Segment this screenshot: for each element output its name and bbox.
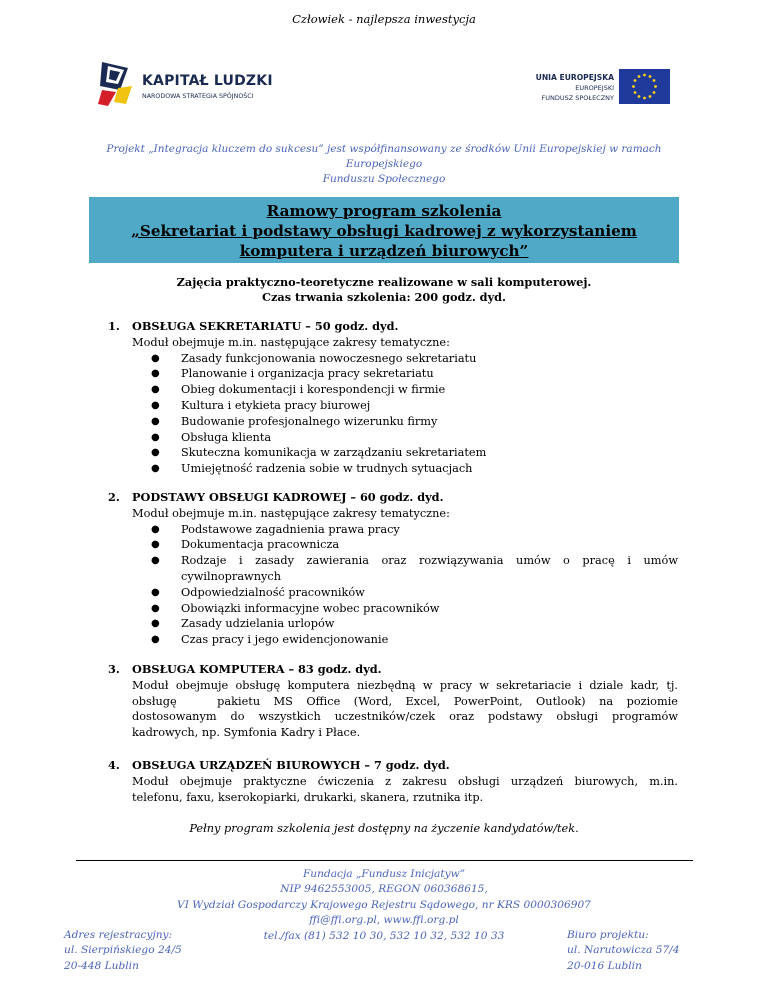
section-paragraph-line: dostosowanym do wszystkich uczestników/czek oraz podstawy obsługi programów [132, 710, 678, 724]
bullet-icon: ● [151, 602, 160, 614]
list-item [108, 522, 678, 538]
list-item [108, 414, 678, 430]
program-title-line: „Sekretariat i podstawy obsługi kadrowej z wykorzystaniem [131, 222, 637, 240]
bullet-icon: ● [151, 586, 160, 598]
list-item [108, 445, 678, 461]
list-item [108, 537, 678, 553]
list-item-text: Skuteczna komunikacja w zarządzaniu sekretariatem [181, 446, 487, 460]
footer-project-office [567, 928, 680, 974]
list-item [108, 430, 678, 446]
list-item [108, 585, 678, 601]
project-line: Funduszu Społecznego [322, 173, 446, 185]
bullet-icon: ● [151, 555, 160, 567]
bullet-icon: ● [151, 523, 160, 535]
closing-note: Pełny program szkolenia jest dostępny na życzenie kandydatów/tek. [189, 822, 579, 835]
list-item [108, 632, 678, 648]
subtitle-line: Zajęcia praktyczno-teoretyczne realizowane w sali komputerowej. [176, 275, 592, 289]
kapital-ludzki-subtitle: NARODOWA STRATEGIA SPÓJNOŚCI [142, 93, 254, 100]
bullet-icon: ● [151, 368, 160, 380]
section-paragraph-line: obsługę pakietu MS Office (Word, Excel, PowerPoint, Outlook) na poziomie [132, 694, 678, 708]
topic-list [108, 351, 678, 477]
bullet-icon: ● [151, 618, 160, 630]
section-secretariat [108, 319, 678, 477]
section-number: 2. [108, 490, 120, 504]
bullet-icon: ● [151, 463, 160, 475]
bullet-icon: ● [151, 431, 160, 443]
section-paragraph-line: telefonu, faxu, kserokopiarki, drukarki, skanera, rzutnika itp. [132, 790, 484, 804]
section-office-devices [108, 758, 678, 805]
footer-line: NIP 9462553005, REGON 060368615, [280, 883, 488, 896]
bullet-icon: ● [151, 634, 160, 646]
list-item-continuation: cywilnoprawnych [181, 569, 281, 583]
footer-line: 20-448 Lublin [64, 959, 139, 972]
section-heading [108, 662, 678, 678]
list-item-text: Budowanie profesjonalnego wizerunku firmy [181, 414, 438, 428]
list-item [108, 366, 678, 382]
program-title-line: komputera i urządzeń biurowych” [239, 242, 529, 260]
list-item [108, 553, 678, 585]
eu-flag-icon [619, 69, 670, 104]
kapital-ludzki-title: KAPITAŁ LUDZKI [142, 73, 273, 89]
footer-line: Fundacja „Fundusz Inicjatyw” [302, 868, 466, 880]
list-item-text: Obsługa klienta [181, 430, 272, 444]
bullet-icon: ● [151, 352, 160, 364]
program-title-box [89, 197, 679, 263]
section-heading-text: OBSŁUGA KOMPUTERA – 83 godz. dyd. [132, 662, 382, 676]
list-item-text: Rodzaje i zasady zawierania oraz rozwiązywania umów o pracę i umów [181, 554, 678, 568]
list-item-text: Planowanie i organizacja pracy sekretariatu [181, 367, 434, 381]
kapital-ludzki-mark-icon [98, 60, 134, 108]
eu-logo-text [536, 73, 614, 103]
bullet-icon: ● [151, 384, 160, 396]
list-item-text: Obieg dokumentacji i korespondencji w firmie [181, 383, 446, 397]
list-item-text: Obowiązki informacyjne wobec pracowników [181, 601, 440, 615]
footer-line: ffi@ffi.org.pl, www.ffi.org.pl [309, 914, 459, 927]
footer-line: VI Wydział Gospodarczy Krajowego Rejestru Sądowego, nr KRS 0000306907 [177, 898, 591, 911]
project-statement [80, 142, 688, 187]
footer-line: ul. Narutowicza 57/4 [567, 944, 680, 957]
list-item [108, 398, 678, 414]
section-paragraph-line: kadrowych, np. Symfonia Kadry i Płace. [132, 726, 361, 740]
footer-line: Biuro projektu: [567, 929, 649, 941]
section-heading [108, 319, 678, 335]
section-heading-text: PODSTAWY OBSŁUGI KADROWEJ – 60 godz. dyd. [132, 490, 444, 504]
section-heading [108, 490, 678, 506]
list-item [108, 382, 678, 398]
bullet-icon: ● [151, 539, 160, 551]
bullet-icon: ● [151, 399, 160, 411]
list-item-text: Zasady udzielania urlopów [181, 617, 335, 631]
footer-line: 20-016 Lublin [567, 959, 642, 972]
eu-logo [520, 69, 670, 107]
section-computer [108, 662, 678, 741]
list-item-text: Odpowiedzialność pracowników [181, 585, 365, 599]
section-heading-text: OBSŁUGA URZĄDZEŃ BIUROWYCH – 7 godz. dyd. [132, 758, 450, 772]
section-intro: Moduł obejmuje m.in. następujące zakresy tematyczne: [132, 335, 450, 349]
list-item-text: Umiejętność radzenia sobie w trudnych sytuacjach [181, 462, 473, 476]
section-heading [108, 758, 678, 774]
list-item [108, 461, 678, 477]
bullet-icon: ● [151, 415, 160, 427]
footer-line: tel./fax (81) 532 10 30, 532 10 32, 532 10 33 [263, 929, 505, 942]
list-item [108, 616, 678, 632]
project-line: Projekt „Integracja kluczem do sukcesu” jest współfinansowany ze środków Unii Europejskiej w ramach Europejskiego [106, 143, 662, 170]
eu-logo-line1: UNIA EUROPEJSKA [535, 73, 614, 82]
section-intro: Moduł obejmuje m.in. następujące zakresy tematyczne: [132, 506, 450, 520]
section-heading-text: OBSŁUGA SEKRETARIATU – 50 godz. dyd. [132, 319, 399, 333]
list-item-text: Czas pracy i jego ewidencjonowanie [181, 633, 389, 647]
section-hr [108, 490, 678, 648]
list-item-text: Dokumentacja pracownicza [181, 538, 340, 552]
subtitle-line: Czas trwania szkolenia: 200 godz. dyd. [262, 290, 506, 304]
section-paragraph-line: Moduł obejmuje obsługę komputera niezbędną w pracy w sekretariacie i dziale kadr, tj. [132, 678, 678, 692]
kapital-ludzki-logo [98, 60, 278, 110]
section-number: 4. [108, 758, 120, 772]
list-item-text: Podstawowe zagadnienia prawa pracy [181, 522, 400, 536]
program-title-line: Ramowy program szkolenia [266, 202, 502, 220]
footer-line: Adres rejestracyjny: [64, 929, 173, 941]
section-number: 1. [108, 319, 120, 333]
list-item [108, 601, 678, 617]
header-tagline: Człowiek - najlepsza inwestycja [292, 12, 476, 26]
program-subtitle [0, 275, 768, 305]
footer-registered-address [64, 928, 182, 974]
list-item-text: Zasady funkcjonowania nowoczesnego sekretariatu [181, 351, 477, 365]
footer-divider [76, 860, 693, 861]
topic-list [108, 522, 678, 648]
list-item-text: Kultura i etykieta pracy biurowej [181, 398, 371, 412]
eu-logo-line2: EUROPEJSKI [575, 84, 614, 92]
list-item [108, 351, 678, 367]
section-paragraph-line: Moduł obejmuje praktyczne ćwiczenia z zakresu obsługi urządzeń biurowych, m.in. [132, 774, 678, 788]
footer-line: ul. Sierpińskiego 24/5 [64, 944, 182, 957]
bullet-icon: ● [151, 447, 160, 459]
eu-logo-line3: FUNDUSZ SPOŁECZNY [541, 94, 614, 102]
section-number: 3. [108, 662, 120, 676]
